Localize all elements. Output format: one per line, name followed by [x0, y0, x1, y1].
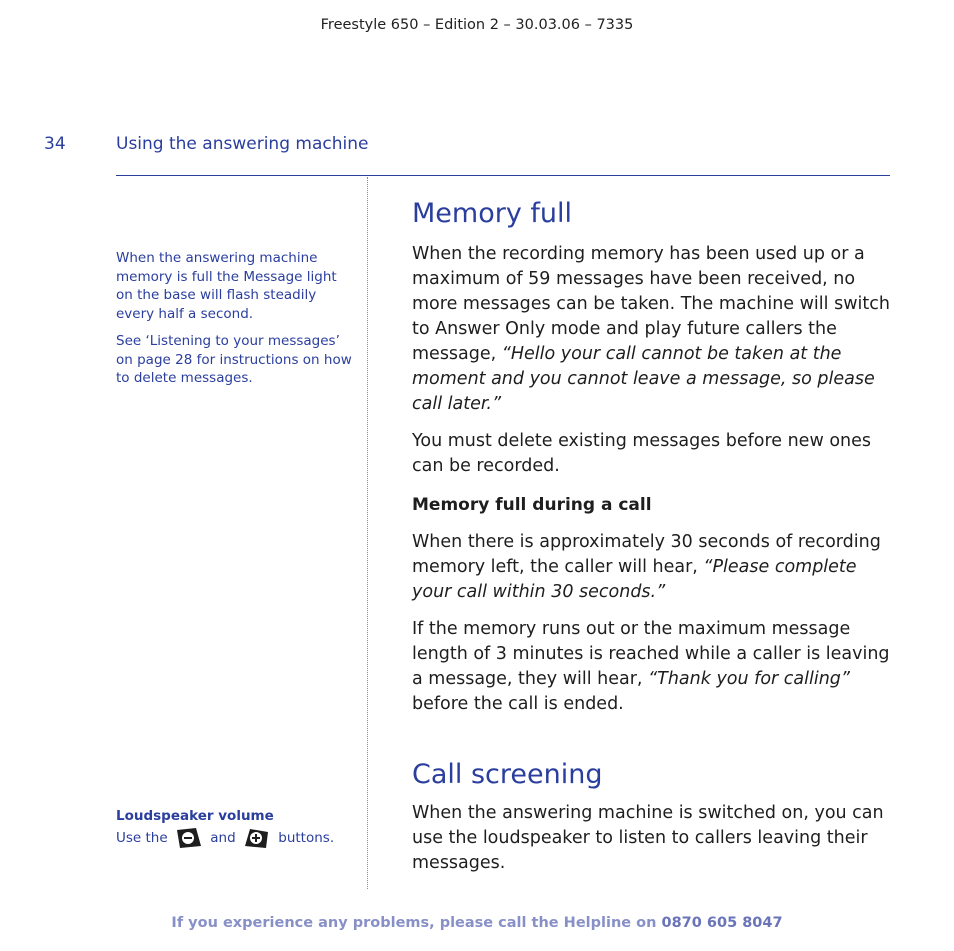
during-call-text-2: If the memory runs out or the maximum message length of 3 minutes is reached while a caller is leaving a message, they will hear, — [412, 619, 890, 689]
memory-full-section — [412, 198, 890, 491]
header-rule — [116, 175, 890, 176]
call-screening-paragraph: When the answering machine is switched on, you can use the loudspeaker to listen to callers leaving their messages. — [412, 803, 884, 873]
section-title: Using the answering machine — [116, 134, 369, 154]
volume-buttons-text: buttons. — [278, 829, 335, 846]
document-header: Freestyle 650 – Edition 2 – 30.03.06 – 7335 — [320, 17, 634, 33]
memory-full-quote: “Hello your call cannot be taken at the moment and you cannot leave a message, so please call later.” — [412, 344, 875, 414]
page-number: 34 — [44, 134, 66, 154]
sidebar-loudspeaker-volume — [116, 807, 354, 850]
volume-down-icon — [174, 826, 204, 850]
during-call-heading: Memory full during a call — [412, 495, 652, 515]
during-call-quote-1: “Please complete your call within 30 seconds.” — [412, 557, 857, 602]
memory-full-paragraph — [412, 242, 890, 417]
during-call-paragraph-1 — [412, 530, 890, 605]
memory-full-text: When the recording memory has been used up or a maximum of 59 messages have been received, no more messages can be taken. The machine will switch to Answer Only mode and play future callers the message, — [412, 244, 890, 364]
during-call-paragraph-2 — [412, 617, 890, 717]
call-screening-section — [412, 759, 890, 888]
helpline-footer — [0, 915, 954, 931]
memory-full-heading: Memory full — [412, 198, 573, 229]
memory-full-delete-note: You must delete existing messages before new ones can be recorded. — [412, 431, 872, 476]
memory-full-during-call-section — [412, 493, 890, 729]
volume-up-icon — [242, 826, 272, 850]
volume-and-text: and — [210, 829, 236, 846]
footer-text: If you experience any problems, please call the Helpline on — [171, 915, 657, 931]
volume-use-text: Use the — [116, 829, 168, 846]
during-call-quote-2: “Thank you for calling” — [648, 669, 850, 689]
loudspeaker-volume-text — [116, 826, 354, 850]
helpline-phone: 0870 605 8047 — [661, 915, 783, 931]
loudspeaker-volume-title: Loudspeaker volume — [116, 808, 274, 824]
sidebar-note-see-listening: See ‘Listening to your messages’ on page 28 for instructions on how to delete messages. — [116, 333, 352, 386]
column-divider — [367, 177, 368, 889]
sidebar-notes — [116, 249, 354, 397]
sidebar-note-memory-light: When the answering machine memory is full the Message light on the base will flash steadily every half a second. — [116, 250, 337, 322]
during-call-text-1: When there is approximately 30 seconds of recording memory left, the caller will hear, — [412, 532, 881, 577]
during-call-text-end: before the call is ended. — [412, 694, 624, 714]
call-screening-heading: Call screening — [412, 759, 603, 790]
